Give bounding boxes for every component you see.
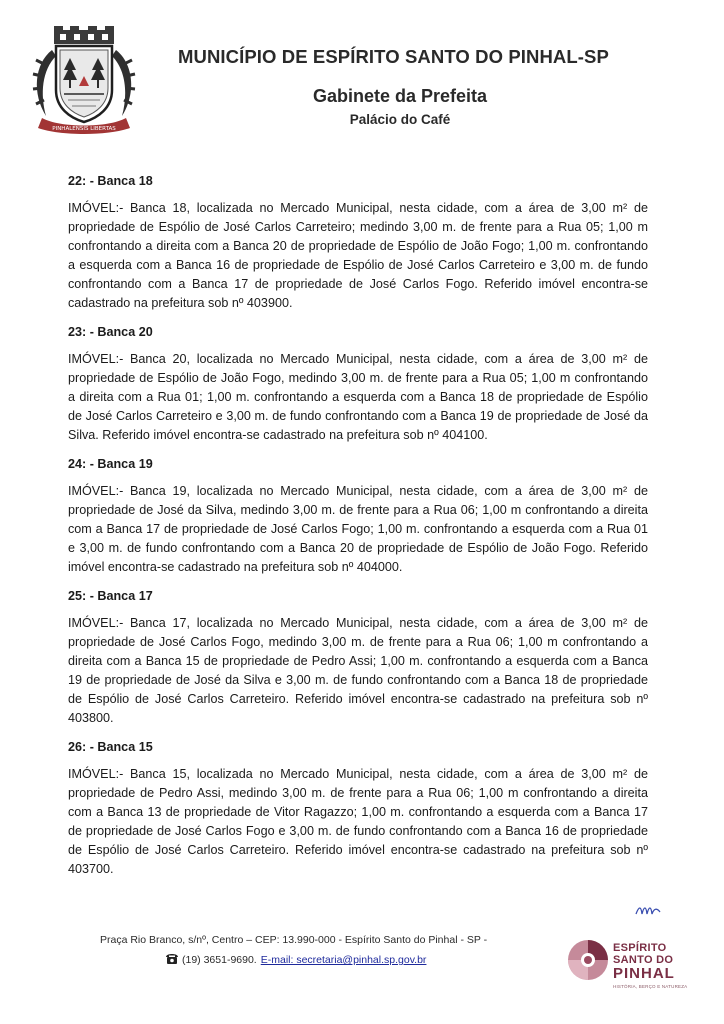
section-heading: 22: - Banca 18: [68, 174, 153, 188]
section-paragraph: IMÓVEL:- Banca 15, localizada no Mercado Municipal, nesta cidade, com a área de 3,00 m² de propriedade de Pedro Assi, medindo 3,00 m. de frente para a Rua 06; 1,00 m confrontando a direita com a Banca 13 de propriedade de Vitor Ragazzo; 1,00 m. confrontando a esquerda com a Banca 17 de propriedade de José Carlos Fogo e 3,00 m. de fundo confrontando com a Banca 16 de propriedade de Espólio de José Carlos Carreteiro. Referido imóvel encontra-se cadastrado na prefeitura sob nº 403700.: [68, 767, 648, 876]
footer-email-link[interactable]: E-mail: secretaria@pinhal.sp.gov.br: [260, 954, 427, 966]
brand-line-3: PINHAL: [613, 965, 675, 982]
brand-circle-icon: [566, 938, 610, 982]
section-heading: 23: - Banca 20: [68, 325, 153, 339]
section-banca-19: [68, 455, 648, 577]
telephone-icon: [166, 953, 178, 964]
letterhead: [0, 0, 724, 150]
brand-tagline: HISTÓRIA, BERÇO E NATUREZA: [613, 984, 688, 989]
brand-logo: [566, 934, 700, 1006]
section-paragraph: IMÓVEL:- Banca 18, localizada no Mercado Municipal, nesta cidade, com a área de 3,00 m² de propriedade de Espólio de José Carlos Carreteiro; medindo 3,00 m. de frente para a Rua 05; 1,00 m confrontando a direita com a Banca 20 de propriedade de Espólio de João Fogo; 1,00 m. confrontando a esquerda com a Banca 16 de propriedade de Espólio de José Carlos Carreteiro e 3,00 m. de fundo confrontando com a Banca 17 de propriedade de José Carlos Fogo. Referido imóvel encontra-se cadastrado na prefeitura sob nº 403900.: [68, 201, 648, 310]
section-paragraph: IMÓVEL:- Banca 17, localizada no Mercado Municipal, nesta cidade, com a área de 3,00 m² de propriedade de José Carlos Fogo, medindo 3,00 m. de frente para a Rua 06; 1,00 m confrontando a direita com a Banca 15 de propriedade de Pedro Assi; 1,00 m. confrontando a esquerda com a Banca 19 de propriedade de José da Silva e 3,00 m. de fundo confrontando com a Banca 18 de propriedade de Espólio de José Carlos Carreteiro. Referido imóvel encontra-se cadastrado na prefeitura sob nº 403800.: [68, 616, 648, 725]
section-banca-20: [68, 323, 648, 445]
section-heading: 24: - Banca 19: [68, 457, 153, 471]
section-heading: 26: - Banca 15: [68, 740, 153, 754]
section-paragraph: IMÓVEL:- Banca 19, localizada no Mercado Municipal, nesta cidade, com a área de 3,00 m² de propriedade de José da Silva, medindo 3,00 m. de frente para a Rua 06; 1,00 m confrontando a direita com a Banca 17 de propriedade de José Carlos Fogo; 1,00 m. confrontando a esquerda com a Rua 01 e 3,00 m. de fundo confrontando com a Banca 20 de propriedade de Espólio de João Fogo. Referido imóvel encontra-se cadastrado na prefeitura sob nº 404000.: [68, 484, 648, 574]
office-title: Gabinete da Prefeita: [312, 86, 488, 106]
palace-subtitle: Palácio do Café: [349, 112, 451, 127]
document-body: [68, 172, 648, 889]
brand-line-1: ESPÍRITO: [613, 942, 667, 954]
footer-phone: (19) 3651-9690.: [182, 954, 257, 966]
brand-line-2: SANTO DO: [613, 954, 674, 966]
footer-contact: [166, 952, 566, 966]
section-heading: 25: - Banca 17: [68, 589, 153, 603]
svg-text:PINHALENSIS LIBERTAS: PINHALENSIS LIBERTAS: [52, 126, 116, 132]
coat-of-arms-icon: [30, 24, 138, 134]
municipality-title: MUNICÍPIO DE ESPÍRITO SANTO DO PINHAL-SP: [178, 46, 609, 67]
section-banca-17: [68, 587, 648, 728]
footer-address: Praça Rio Branco, s/nº, Centro – CEP: 13.990-000 - Espírito Santo do Pinhal - SP -: [100, 934, 488, 946]
section-paragraph: IMÓVEL:- Banca 20, localizada no Mercado Municipal, nesta cidade, com a área de 3,00 m² de propriedade de Espólio de João Fogo, medindo 3,00 m. de frente para a Rua 05; 1,00 m confrontando a direita com a Rua 01; 1,00 m. confrontando a esquerda com a Banca 18 de propriedade de Espólio de José Carlos Carreteiro e 3,00 m. de fundo confrontando com a Banca 19 de propriedade de José da Silva. Referido imóvel encontra-se cadastrado na prefeitura sob nº 404100.: [68, 352, 648, 442]
section-banca-18: [68, 172, 648, 313]
initials-signature-icon: [634, 900, 674, 920]
section-banca-15: [68, 738, 648, 879]
